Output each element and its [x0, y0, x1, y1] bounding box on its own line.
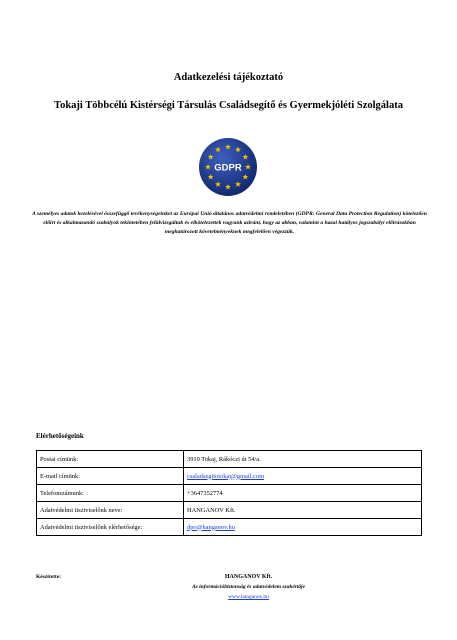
- postal-address-label: Postai címünk:: [37, 451, 184, 468]
- table-row: [37, 502, 422, 519]
- dpo-name-value: HANGANOV Kft.: [184, 502, 422, 519]
- contacts-heading: Elérhetőségeink: [36, 432, 84, 440]
- table-row: [37, 468, 422, 485]
- table-row: [37, 451, 422, 468]
- dpo-email-link[interactable]: dpo@hanganov.hu: [187, 523, 235, 531]
- gdpr-logo-text: GDPR: [214, 162, 242, 174]
- footer-website-link[interactable]: www.hanganov.hu: [228, 594, 269, 600]
- table-row: [37, 519, 422, 536]
- dpo-contact-label: Adatvédelmi tisztviselőnk elérhetősége:: [37, 519, 184, 536]
- postal-address-value: 3910 Tokaj, Rákóczi út 54/a.: [184, 451, 422, 468]
- footer-company: HANGANOV Kft.: [224, 574, 273, 580]
- email-link[interactable]: csaladsegitotokaj@gmail.com: [187, 472, 265, 480]
- email-value: [184, 468, 422, 485]
- phone-value: +3647352774: [184, 485, 422, 502]
- email-label: E-mail címünk:: [37, 468, 184, 485]
- footer-prepared-by: Készítette:: [36, 574, 62, 580]
- dpo-name-label: Adatvédelmi tisztviselőnk neve:: [37, 502, 184, 519]
- intro-paragraph: A személyes adatok kezelésével összefüggő tevékenységeinket az Európai Unió általános adatvédelmi rendeletében (GDPR: General Data Protection Regulation) kötelezően előírt és alkalmazandó szabályok tekintetében felülvizsgáltuk és elkötelezettek vagyunk aziránt, hogy az abban, valamint a hazai hatályos jogszabályi előírásokban meghatározott követelményeknek megfelelően végezzük.: [32, 211, 427, 235]
- phone-label: Telefonszámunk:: [37, 485, 184, 502]
- dpo-contact-value: [184, 519, 422, 536]
- document-subtitle: Tokaji Többcélú Kistérségi Társulás Családsegítő és Gyermekjóléti Szolgálata: [54, 100, 403, 111]
- footer-description: Az információbiztonság és adatvédelem szakértője: [191, 584, 306, 590]
- document-title: Adatkezelési tájékoztató: [173, 72, 284, 83]
- gdpr-logo: [198, 137, 258, 197]
- footer-block: [100, 572, 397, 602]
- table-row: [37, 485, 422, 502]
- contacts-table: [36, 450, 422, 536]
